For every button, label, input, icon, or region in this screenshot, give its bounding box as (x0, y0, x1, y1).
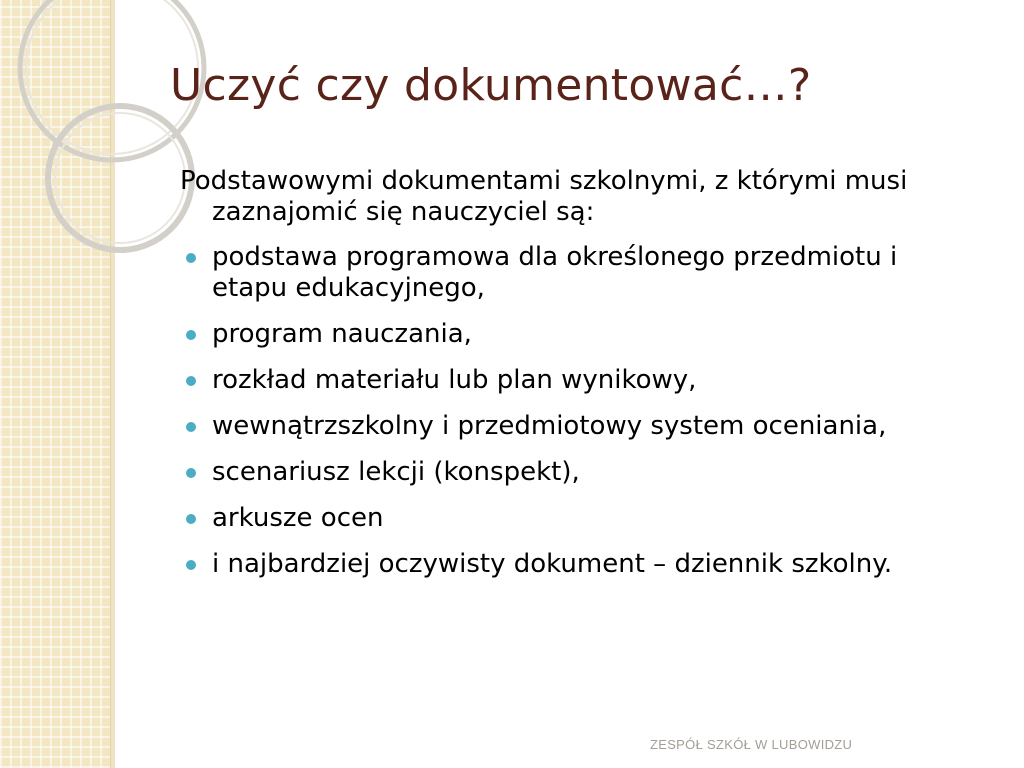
bullet-dot-icon (186, 253, 196, 263)
bullet-dot-icon (186, 560, 196, 570)
bullet-item (180, 319, 980, 350)
bullet-text: rozkład materiału lub plan wynikowy, (212, 365, 697, 395)
bullet-item (180, 457, 980, 488)
slide-content (180, 166, 980, 595)
bullet-item (180, 365, 980, 396)
bullet-dot-icon (186, 468, 196, 478)
bullet-item (180, 411, 980, 442)
bullet-text: scenariusz lekcji (konspekt), (212, 457, 580, 487)
bullet-text: arkusze ocen (212, 503, 384, 533)
bullet-item (180, 242, 980, 304)
bullet-text: podstawa programowa dla określonego przedmiotu i etapu edukacyjnego, (212, 242, 898, 303)
bullet-item (180, 503, 980, 534)
slide-title: Uczyć czy dokumentować…? (170, 60, 812, 111)
sidebar-pattern (0, 0, 112, 768)
bullet-dot-icon (186, 376, 196, 386)
bullet-list (180, 242, 980, 580)
bullet-text: i najbardziej oczywisty dokument – dziennik szkolny. (212, 549, 893, 579)
intro-text: Podstawowymi dokumentami szkolnymi, z którymi musi zaznajomić się nauczyciel są: (180, 166, 908, 227)
bullet-dot-icon (186, 330, 196, 340)
bullet-text: wewnątrzszkolny i przedmiotowy system oceniania, (212, 411, 887, 441)
footer-school-name: ZESPÓŁ SZKÓŁ W LUBOWIDZU (650, 737, 853, 752)
bullet-text: program nauczania, (212, 319, 472, 349)
bullet-dot-icon (186, 514, 196, 524)
bullet-item (180, 549, 980, 580)
sidebar-edge (110, 0, 115, 768)
bullet-dot-icon (186, 422, 196, 432)
